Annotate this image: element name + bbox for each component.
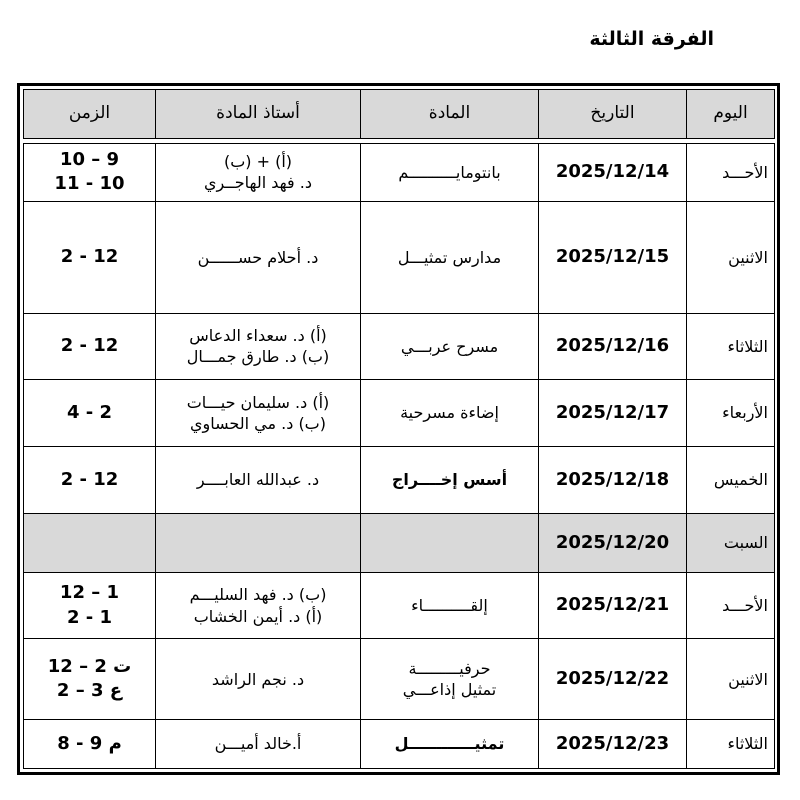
day-cell: الثلاثاء	[687, 313, 775, 380]
teacher-line: (أ) د. سعداء الدعاس	[189, 325, 327, 345]
subject-cell	[361, 572, 539, 639]
teacher-cell	[156, 572, 361, 639]
subject-line: أسس إخــــراج	[391, 470, 508, 490]
header-subject: المادة	[361, 90, 539, 139]
schedule-frame	[17, 83, 780, 775]
time-line: م 9 - 8	[57, 733, 122, 755]
teacher-line: (أ) د. سليمان حيـــات	[186, 392, 330, 412]
time-cell	[24, 313, 156, 380]
time-line: 9 – 10	[59, 149, 120, 171]
day-cell: الأحـــد	[687, 572, 775, 639]
header-row	[24, 90, 775, 139]
subject-cell	[361, 639, 539, 720]
time-line: 2 - 4	[66, 402, 113, 424]
subject-cell	[361, 202, 539, 313]
subject-cell	[361, 143, 539, 202]
date-cell: 2025/12/21	[539, 572, 687, 639]
schedule-table	[23, 89, 775, 769]
teacher-cell	[156, 202, 361, 313]
header-date: التاريخ	[539, 90, 687, 139]
date-cell: 2025/12/23	[539, 720, 687, 769]
teacher-cell	[156, 513, 361, 572]
time-cell	[24, 720, 156, 769]
day-cell: الثلاثاء	[687, 720, 775, 769]
time-cell	[24, 202, 156, 313]
date-cell: 2025/12/14	[539, 143, 687, 202]
table-row	[24, 513, 775, 572]
day-cell: السبت	[687, 513, 775, 572]
teacher-line: د. فهد الهاجــري	[204, 173, 312, 193]
table-row	[24, 380, 775, 447]
teacher-line: د. أحلام حســــــن	[197, 247, 319, 267]
subject-line: مسرح عربـــي	[400, 336, 499, 356]
teacher-cell	[156, 639, 361, 720]
subject-cell	[361, 447, 539, 514]
time-line: 1 - 2	[66, 606, 113, 628]
subject-line: تمثيــــــــــــل	[394, 734, 505, 754]
teacher-cell	[156, 380, 361, 447]
table-row	[24, 202, 775, 313]
subject-line: تمثيل إذاعـــي	[402, 680, 497, 700]
page-title: الفرقة الثالثة	[589, 28, 714, 50]
date-cell: 2025/12/20	[539, 513, 687, 572]
time-line: 1 – 12	[59, 582, 120, 604]
table-row	[24, 572, 775, 639]
time-cell	[24, 143, 156, 202]
time-cell	[24, 513, 156, 572]
table-row	[24, 313, 775, 380]
teacher-line: د. نجم الراشد	[211, 669, 305, 689]
teacher-cell	[156, 143, 361, 202]
subject-line: إضاءة مسرحية	[400, 403, 499, 423]
subject-cell	[361, 313, 539, 380]
teacher-line: (أ) د. أيمن الخشاب	[193, 606, 323, 626]
teacher-cell	[156, 313, 361, 380]
day-cell: الخميس	[687, 447, 775, 514]
day-cell: الأحـــد	[687, 143, 775, 202]
time-line: 12 - 2	[60, 335, 119, 357]
subject-line: مدارس تمثيـــل	[397, 247, 502, 267]
subject-line: بانتومايــــــــــم	[398, 162, 501, 182]
subject-cell	[361, 513, 539, 572]
time-cell	[24, 572, 156, 639]
teacher-cell	[156, 720, 361, 769]
table-row	[24, 447, 775, 514]
time-line: 12 - 2	[60, 468, 119, 490]
date-cell: 2025/12/15	[539, 202, 687, 313]
table-row	[24, 639, 775, 720]
header-teacher: أستاذ المادة	[156, 90, 361, 139]
time-line: 10 - 11	[54, 173, 125, 195]
date-cell: 2025/12/18	[539, 447, 687, 514]
teacher-line: (ب) د. طارق جمـــال	[186, 347, 330, 367]
time-cell	[24, 447, 156, 514]
day-cell: الأربعاء	[687, 380, 775, 447]
time-cell	[24, 380, 156, 447]
date-cell: 2025/12/16	[539, 313, 687, 380]
teacher-line: (ب) د. فهد السليـــم	[189, 584, 327, 604]
date-cell: 2025/12/22	[539, 639, 687, 720]
header-time: الزمن	[24, 90, 156, 139]
teacher-cell	[156, 447, 361, 514]
teacher-line: (ب) د. مي الحساوي	[190, 414, 326, 434]
time-line: ت 2 – 12	[47, 656, 132, 678]
subject-line: إلقــــــــــاء	[411, 595, 488, 615]
date-cell: 2025/12/17	[539, 380, 687, 447]
teacher-line: (أ) + (ب)	[223, 151, 293, 171]
day-cell: الاثنين	[687, 202, 775, 313]
subject-line: حرفيـــــــــة	[408, 658, 491, 678]
day-cell: الاثنين	[687, 639, 775, 720]
subject-cell	[361, 380, 539, 447]
time-line: 12 - 2	[60, 246, 119, 268]
time-line: ع 3 – 2	[56, 680, 123, 702]
header-day: اليوم	[687, 90, 775, 139]
time-cell	[24, 639, 156, 720]
teacher-line: د. عبدالله العابــــر	[196, 470, 320, 490]
subject-cell	[361, 720, 539, 769]
table-row	[24, 143, 775, 202]
teacher-line: أ.خالد أميـــن	[214, 734, 302, 754]
table-row	[24, 720, 775, 769]
